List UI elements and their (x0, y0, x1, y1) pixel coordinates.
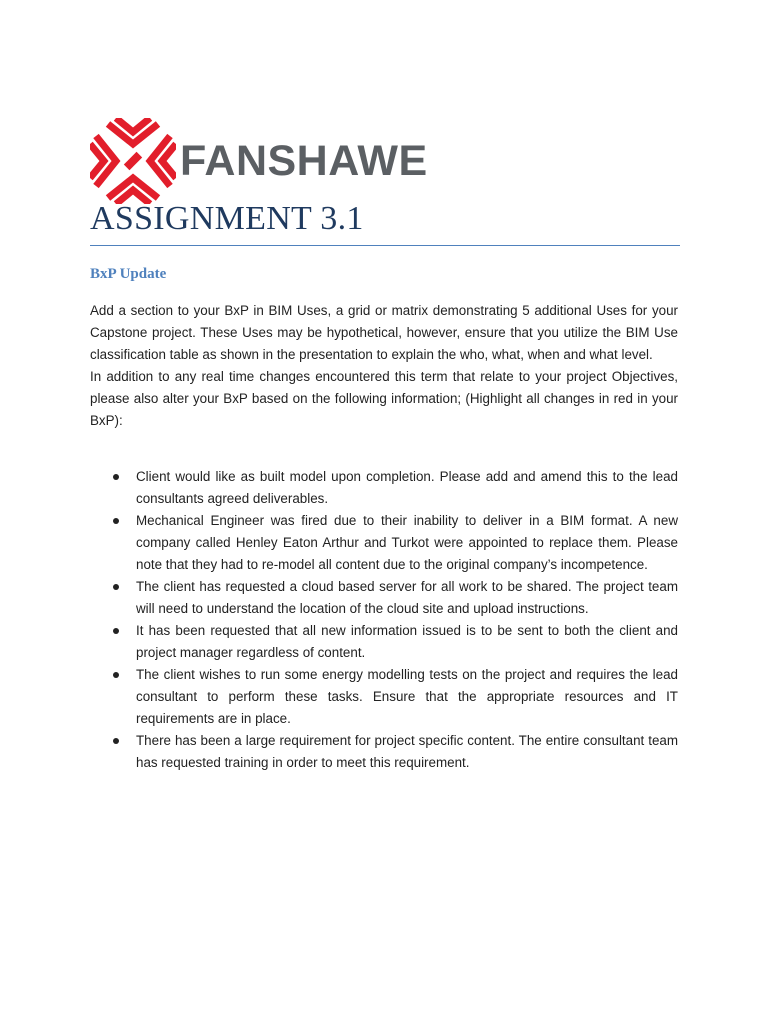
bullet-icon (113, 584, 119, 590)
bullet-icon (113, 518, 119, 524)
list-item-text: There has been a large requirement for project specific content. The entire consultant team has requested training in order to meet this requirement. (136, 733, 678, 770)
fanshawe-logo-mark-icon (90, 118, 176, 204)
section-heading: BxP Update (90, 266, 167, 282)
body-text (90, 300, 678, 432)
bullet-icon (113, 474, 119, 480)
list-item-text: Client would like as built model upon completion. Please add and amend this to the lead consultants agreed deliverables. (136, 469, 678, 506)
logo-wordmark: FANSHAWE (180, 136, 428, 185)
paragraph: Add a section to your BxP in BIM Uses, a grid or matrix demonstrating 5 additional Uses for your Capstone project. These Uses may be hypothetical, however, ensure that you utilize the BIM Use classification table as shown in the presentation to explain the who, what, when and what level. (90, 303, 678, 362)
list-item (90, 620, 678, 664)
list-item (90, 576, 678, 620)
page-title: ASSIGNMENT 3.1 (90, 200, 364, 237)
bullet-list (90, 466, 678, 774)
list-item-text: Mechanical Engineer was fired due to their inability to deliver in a BIM format. A new company called Henley Eaton Arthur and Turkot were appointed to replace them. Please note that they had to re-model all content due to the original company’s incompetence. (136, 513, 678, 572)
bullet-icon (113, 628, 119, 634)
list-item (90, 466, 678, 510)
bullet-icon (113, 672, 119, 678)
paragraph: In addition to any real time changes encountered this term that relate to your project Objectives, please also alter your BxP based on the following information; (Highlight all changes in red in your BxP): (90, 369, 678, 428)
list-item-text: The client has requested a cloud based server for all work to be shared. The project team will need to understand the location of the cloud site and upload instructions. (136, 579, 678, 616)
list-item (90, 510, 678, 576)
list-item (90, 730, 678, 774)
list-item-text: The client wishes to run some energy modelling tests on the project and requires the lead consultant to perform these tasks. Ensure that the appropriate resources and IT requirements are in place. (136, 667, 678, 726)
bullet-icon (113, 738, 119, 744)
list-item (90, 664, 678, 730)
fanshawe-logo (90, 116, 428, 206)
title-divider (90, 245, 680, 246)
list-item-text: It has been requested that all new information issued is to be sent to both the client and project manager regardless of content. (136, 623, 678, 660)
